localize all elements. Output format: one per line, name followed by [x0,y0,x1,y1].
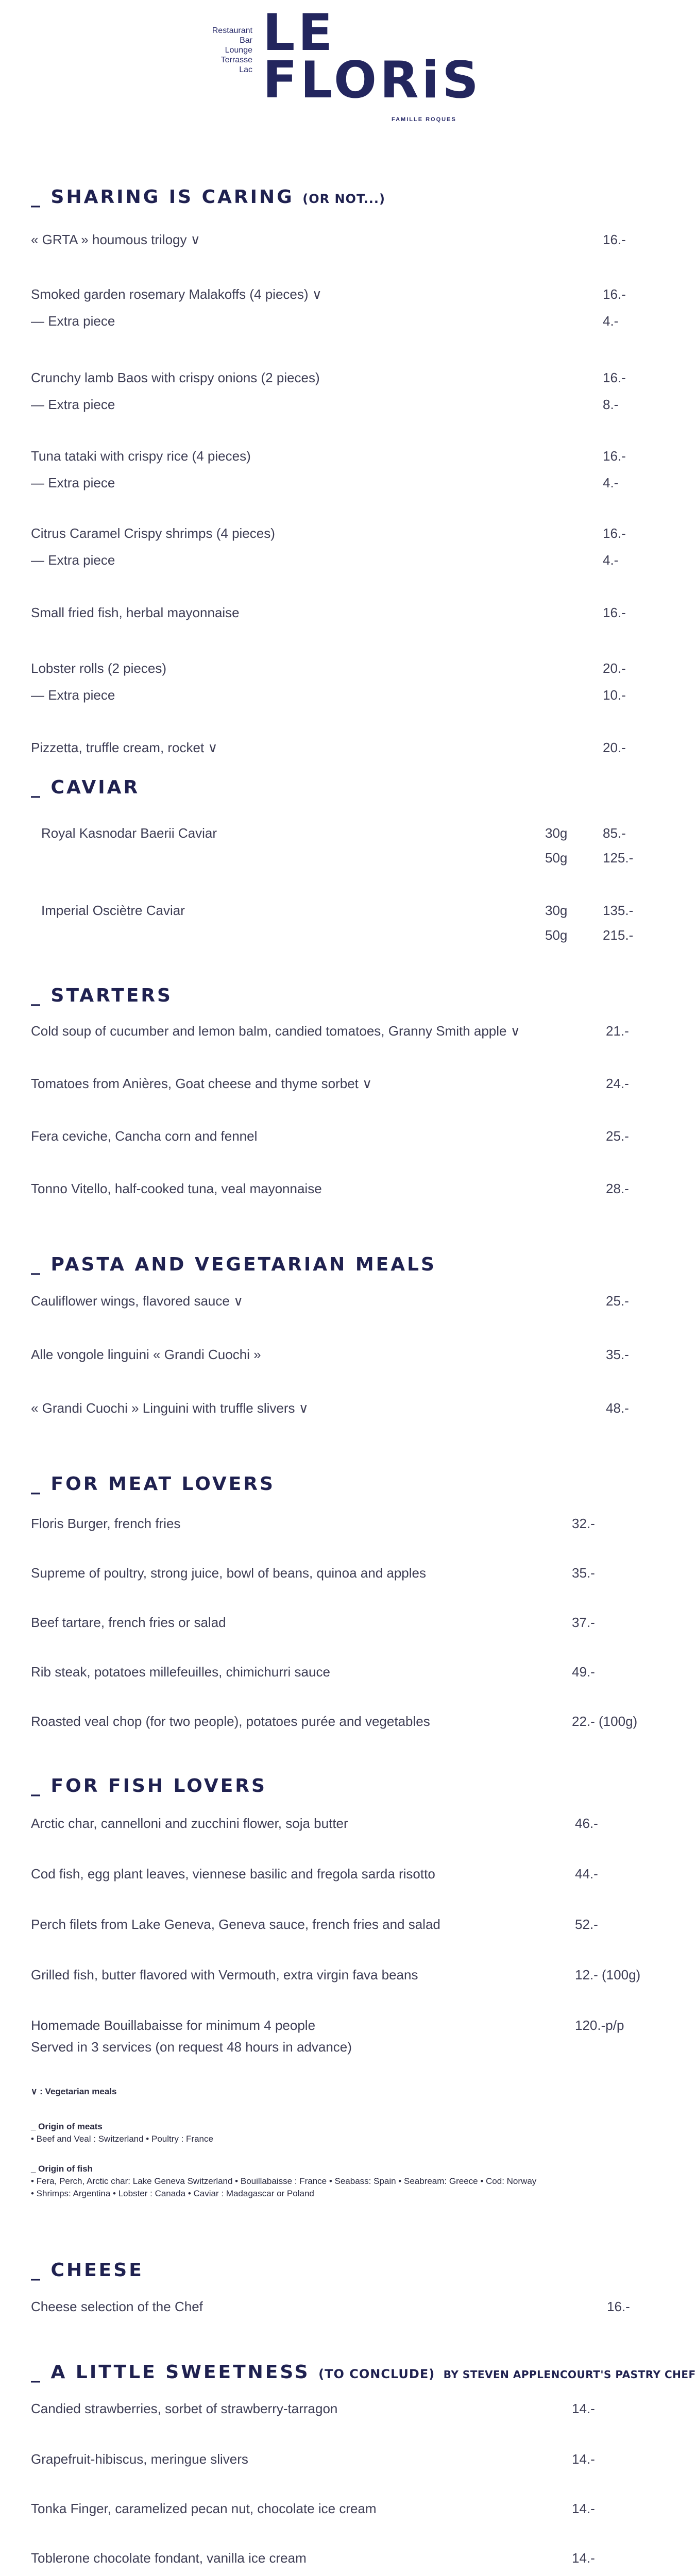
menu-item-name: Cheese selection of the Chef [31,2299,203,2314]
caviar-weight: 50g [545,927,568,943]
menu-item-name: Cold soup of cucumber and lemon balm, candied tomatoes, Granny Smith apple ∨ [31,1023,520,1039]
menu-item-name: Grapefruit-hibiscus, meringue slivers [31,2451,248,2467]
menu-item-price: 14.- [572,2401,595,2416]
menu-item-name: Imperial Osciètre Caviar [41,903,185,918]
menu-item-price: 35.- [572,1565,595,1581]
menu-item-name: — Extra piece [31,687,115,703]
menu-item-name: Lobster rolls (2 pieces) [31,660,166,676]
menu-item-price: 4.- [603,313,619,329]
menu-item-price: 16.- [607,2299,630,2314]
menu-item-price: 12.- (100g) [575,1967,641,1982]
menu-item-price: 85.- [603,825,626,841]
menu-item-name: Rib steak, potatoes millefeuilles, chimichurri sauce [31,1664,330,1680]
menu-item-price: 16.- [603,232,626,247]
menu-item-name: Royal Kasnodar Baerii Caviar [41,825,217,841]
menu-item-name: Citrus Caramel Crispy shrimps (4 pieces) [31,526,275,541]
menu-item-price: 44.- [575,1866,598,1882]
menu-item-name: Grilled fish, butter flavored with Vermouth, extra virgin fava beans [31,1967,418,1982]
origin-fish-line: • Shrimps: Argentina • Lobster : Canada • Caviar : Madagascar or Poland [31,2189,314,2198]
menu-item-price: 4.- [603,552,619,568]
caviar-weight: 30g [545,825,568,841]
menu-item-price: 20.- [603,740,626,755]
menu-item-name: Beef tartare, french fries or salad [31,1615,226,1630]
origin-fish-title-text: _ Origin of fish [31,2164,93,2174]
section-title-starters: _ STARTERS [31,985,173,1006]
menu-item-price: 24.- [606,1076,629,1091]
logo-side-line: Restaurant [212,26,252,35]
caviar-weight: 30g [545,903,568,918]
logo-side-line: Terrasse [220,56,252,64]
menu-item-name: — Extra piece [31,313,115,329]
logo-side-line: Lounge [225,46,252,55]
section-title-cheese: _ CHEESE [31,2260,144,2281]
origin-meats: • Beef and Veal : Switzerland • Poultry : France [31,2134,213,2144]
menu-item-price: 16.- [603,526,626,541]
menu-item-name: Small fried fish, herbal mayonnaise [31,605,240,620]
menu-item-price: 125.- [603,850,634,866]
menu-item-price: 25.- [606,1293,629,1309]
menu-item-price: 35.- [606,1347,629,1362]
restaurant-logo [0,0,663,134]
menu-item-price: 22.- (100g) [572,1714,638,1729]
menu-item-name: Candied strawberries, sorbet of strawberry-tarragon [31,2401,338,2416]
menu-item-price: 16.- [603,448,626,464]
section-subtitle: BY STEVEN APPLENCOURT'S PASTRY CHEF [443,2368,696,2381]
logo-side-line: Lac [239,65,252,74]
menu-item-price: 37.- [572,1615,595,1630]
menu-item-price: 14.- [572,2550,595,2566]
menu-item-name: Crunchy lamb Baos with crispy onions (2 pieces) [31,370,320,385]
vegetarian-legend-text: ∨ : Vegetarian meals [31,2087,117,2096]
logo-family: FAMILLE ROQUES [392,116,456,123]
menu-item-name: Tuna tataki with crispy rice (4 pieces) [31,448,251,464]
menu-item-price: 14.- [572,2501,595,2516]
caviar-weight: 50g [545,850,568,866]
section-title-meat: _ FOR MEAT LOVERS [31,1473,275,1495]
vegetarian-legend [31,2087,116,2097]
menu-item-price: 16.- [603,286,626,302]
menu-item-price: 16.- [603,605,626,620]
logo-side-line: Bar [240,36,252,45]
logo-line-2: FLORiS [263,51,482,110]
menu-item-price: 4.- [603,475,619,490]
menu-item-name: Tonno Vitello, half-cooked tuna, veal mayonnaise [31,1181,322,1196]
menu-item-price: 48.- [606,1400,629,1416]
menu-item-price: 10.- [603,687,626,703]
menu-item-price: 28.- [606,1181,629,1196]
menu-item-name: « Grandi Cuochi » Linguini with truffle slivers ∨ [31,1400,309,1416]
section-title-text: _ SHARING IS CARING [31,187,294,208]
origin-fish-line: • Fera, Perch, Arctic char: Lake Geneva Switzerland • Bouillabaisse : France • Seabass: Spain • Seabream: Greece • Cod: Norway [31,2176,537,2186]
section-title-caviar: _ CAVIAR [31,777,140,798]
menu-item-name: Tomatoes from Anières, Goat cheese and thyme sorbet ∨ [31,1076,372,1091]
origin-meats-title-text: _ Origin of meats [31,2122,103,2131]
menu-item-name: Arctic char, cannelloni and zucchini flower, soja butter [31,1816,348,1831]
menu-item-name: Cod fish, egg plant leaves, viennese basilic and fregola sarda risotto [31,1866,435,1882]
menu-item-price: 8.- [603,397,619,412]
section-title-fish: _ FOR FISH LOVERS [31,1775,267,1797]
section-title-pasta: _ PASTA AND VEGETARIAN MEALS [31,1254,436,1275]
menu-item-name: — Extra piece [31,475,115,490]
origin-meats-title [31,2122,103,2132]
menu-item-name: Supreme of poultry, strong juice, bowl of beans, quinoa and apples [31,1565,426,1581]
section-subtitle: (TO CONCLUDE) [318,2367,435,2381]
menu-item-name: Pizzetta, truffle cream, rocket ∨ [31,740,218,755]
menu-item-price: 46.- [575,1816,598,1831]
menu-item-name: Toblerone chocolate fondant, vanilla ice cream [31,2550,307,2566]
menu-item-name: Served in 3 services (on request 48 hours in advance) [31,2039,352,2055]
menu-item-name: Alle vongole linguini « Grandi Cuochi » [31,1347,261,1362]
logo-side-text [191,26,252,75]
logo-wordmark [263,4,482,110]
menu-item-price: 25.- [606,1128,629,1144]
section-title-text: _ A LITTLE SWEETNESS [31,2362,310,2383]
menu-item-name: Tonka Finger, caramelized pecan nut, chocolate ice cream [31,2501,377,2516]
menu-item-name: Cauliflower wings, flavored sauce ∨ [31,1293,244,1309]
menu-item-name: Homemade Bouillabaisse for minimum 4 people [31,2018,316,2033]
menu-item-name: — Extra piece [31,552,115,568]
menu-item-price: 215.- [603,927,634,943]
section-title-sweet [31,2362,696,2383]
menu-item-price: 135.- [603,903,634,918]
menu-item-name: Roasted veal chop (for two people), potatoes purée and vegetables [31,1714,430,1729]
menu-item-price: 16.- [603,370,626,385]
menu-item-name: Floris Burger, french fries [31,1516,181,1531]
menu-item-name: — Extra piece [31,397,115,412]
origin-fish-title [31,2164,93,2174]
menu-item-price: 49.- [572,1664,595,1680]
menu-item-name: Fera ceviche, Cancha corn and fennel [31,1128,258,1144]
menu-item-price: 52.- [575,1917,598,1932]
logo-line-1: LE [263,4,336,62]
menu-item-price: 14.- [572,2451,595,2467]
menu-item-name: « GRTA » houmous trilogy ∨ [31,232,200,247]
menu-item-price: 21.- [606,1023,629,1039]
section-subtitle: (OR NOT...) [302,192,386,206]
menu-item-name: Smoked garden rosemary Malakoffs (4 pieces) ∨ [31,286,322,302]
section-title-sharing [31,187,385,208]
menu-item-price: 120.-p/p [575,2018,624,2033]
menu-item-price: 32.- [572,1516,595,1531]
menu-item-name: Perch filets from Lake Geneva, Geneva sauce, french fries and salad [31,1917,440,1932]
menu-item-price: 20.- [603,660,626,676]
